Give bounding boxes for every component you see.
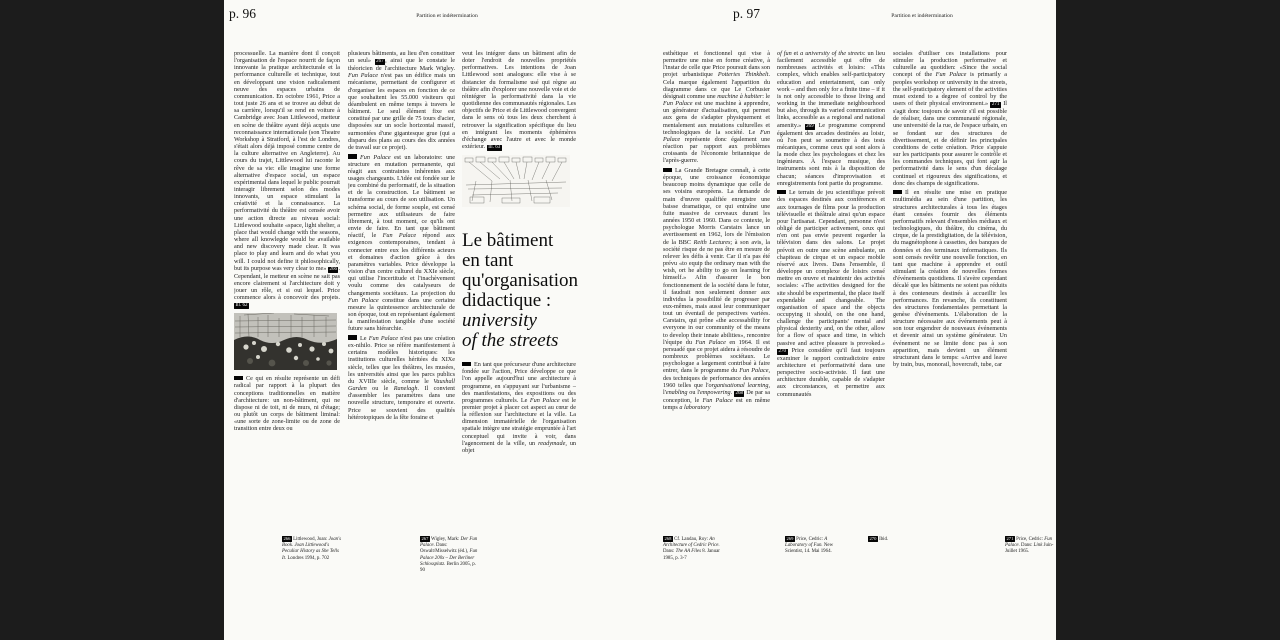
- ref-marker: 270: [778, 348, 786, 354]
- running-title-left: Partition et indétermination: [416, 13, 478, 19]
- chapter-heading-line: en tant: [462, 250, 514, 272]
- footnote-270: 270 Ibid.: [869, 536, 889, 542]
- ill-62-construction-photo: [234, 313, 337, 370]
- paragraph: La Grande Bretagne connaît, à cette époque, une croissance économique beaucoup moins dynamique que celle de ses voisins européens. La demande de main d'œuvre qualifiée enregistre une baisse dramatique, ce qui entraîne une fuite massive de cerveaux durant les années 1950 et 1960. Dans ce contexte, le psychologue Morris Carstairs lance un avertissement en 1962, lors de l'émission de la BBC Reith Lectures; à son avis, la société risque de ne pas être en mesure de relever les défis à venir. Car il n'a pas été prévu «to equip the ordinary man with the wish, ort he ability to go on learning for himself.» Afin d'assurer le bon fonctionnement de la société dans le futur, il faudrait non seulement donner aux individus la possibilité de progresser par eux-mêmes, mais aussi leur communiquer tout un éventail de perspectives variées. Carstairs, qui prône «the accessability for everyone in our community of the means to develop their innate abilities», rencontre l'équipe du Fun Palace en 1964. Il est persuadé que ce projet aidera à résoudre de nombreux problèmes sociétaux. Le psychologue a largement contribué à faire entrer, dans le programme du Fun Palace, des techniques de performance des années 1960 telles que l'organisational learning, l'enabling ou l'empowering. 268 De par sa conception, le Fun Palace est en même temps a laboratory: [663, 167, 770, 411]
- paragraph: Il en résulte une mise en pratique multimédia au sein d'une partition, les structures architecturales à tous les étages étant censées fournir des éléments performatifs relevant d'ensembles médiaux et technologiques, du théâtre, du cinéma, du cirque, de la prestidigitation, de la télévision, du magnétophone à cassettes, des banques de données et des terminaux informatiques. Ils sont censés revêtir une nouvelle fonction, en tant que machine à apprendre et outil stimulant la création de nouvelles formes d'événements quotidiens. Il s'avère cependant décalé que les bâtiments ne soient pas réduits à des conteneurs destinés à accueillir les performances. En revanche, ils constituent des structures fondamentales permettant la genèse d'événements. L'élaboration de la structure nécessaire aux événements peut à son tour engendrer de nouveaux événements et devenir ainsi un système générateur. Un événement ne se limite donc pas à son apparition, mais devient un élément structurant dans le temps: «Arrive and leave by train, bus, monorail, hovercraft, tube, car: [893, 189, 1007, 369]
- text-column-1: [663, 50, 770, 414]
- page-number-right: p. 97: [733, 6, 760, 21]
- paragraph: Le terrain de jeu scientifique prévoit des espaces destinés aux conférences et aux tournages de films pour la production télévisuelle et théâtrale ainsi qu'un espace pour l'artisanat. Cependant, personne n'est obligé de participer activement, ceux qui n'en ont pas envie peuvent regarder la télévision dans des salons. Le projet prévoit en outre une scène ambulante, un chapiteau de cirque et un espace mobile réservé aux livres. Dans l'ensemble, il développe un complexe de loisirs censé mettre en œuvre et maintenir des activités sociales: «The activities designed for the site should be experimental, the place itself expendable and changeable. The organisation of space and the objects occupying it should, on the one hand, challenge the participants' mental and physical dexterity and, on the other, allow for a flow of space and time, in which passive and active pleasure is provoked.» 270 Price considère qu'il faut toujours examiner le rapport contradictoire entre architecture et performativité dans une perspective socio-activiste. Il faut une architecture durable, capable de s'adapter aux circonstances, et permettre aux communautés: [777, 189, 885, 398]
- footnote-number: 266: [283, 536, 291, 541]
- footnote-number: 269: [786, 536, 794, 541]
- paragraph-mark: [663, 168, 672, 173]
- ref-marker: 268: [735, 390, 743, 396]
- chapter-heading-line: qu'organisation: [462, 270, 579, 292]
- ref-marker: 266: [329, 266, 337, 272]
- paragraph: Ce qui en résulte représente un défi radical par rapport à la plupart des conceptions traditionnelles en matière d'architecture: un non-bâtiment, qui ne dispose ni de toit, ni de murs, ni d'étage; ou plutôt un corps de bâtiment liminal: «une sorte de zone-limite ou de zone de transition entre deux ou: [234, 375, 340, 433]
- page-number-left: p. 96: [229, 6, 256, 21]
- ill-63-plan-diagram: [462, 155, 570, 207]
- running-title-right: Partition et indétermination: [891, 13, 953, 19]
- footnote-267: 267 Wigley, Mark: Der Fun Palace. Dans: Oswalt/Misselwitz (éd.), Fun Palace 200x – Der Berliner Schlossplatz. Berlin 2005, p. 90: [420, 536, 478, 574]
- chapter-heading-line: didactique :: [462, 290, 552, 312]
- footnote-266: 266 Littlewood, Joan: Joan's Book. Joan Littlewood's Peculiar History as She Tells It. Londres 1994, p. 702: [282, 536, 342, 561]
- paragraph: esthétique et fonctionnel qui vise à permettre une mise en forme créative, à l'instar de celle que Price poursuit dans son projet urbanistique Potteries Thinkbelt. Cela marque également l'apparition du diagramme dans ce que Le Corbusier désignait comme une machine à habiter: le Fun Palace est une machine à apprendre, un générateur d'actualisation, qui permet aux gens de s'adapter physiquement et mentalement aux mutations culturelles et technologiques de la société. Le Fun Palace représente donc également une réaction par rapport aux problèmes croissants de l'économie britannique de l'après-guerre.: [663, 50, 770, 165]
- ref-marker: Ill. 62: [235, 303, 248, 309]
- paragraph: En tant que précurseur d'une architecture fondée sur l'action, Price développe ce que l'on appelle aujourd'hui une architecture à programme, en s'appuyant sur l'urbanisme – des manifestations, des expositions ou des programmes culturels. Le Fun Palace est le premier projet à placer cet aspect au cœur de la réflexion sur l'architecture et la ville. La dimension immatérielle de l'organisation spatiale intègre une stratégie empruntée à l'art conceptuel qui invite à voir, dans l'agencement de la ville, un readymade, un objet: [462, 361, 577, 454]
- page-96: [224, 0, 640, 640]
- footnote-268: 268 Cf. Landau, Roy: An Architecture of Cedric Price. Dans: The AA Files 8. Januar 1985, p. 3-7: [663, 536, 720, 561]
- ref-marker: Ill. 63: [488, 145, 501, 151]
- footnote-number: 271: [1006, 536, 1014, 541]
- paragraph: sociales d'utiliser ces installations pour stimuler la production performative et culturelle au quotidien: «Since the social concept of the Fun Palace is primarily a peoples workshop or university in the streets, the self-praticipatory element of the activities must extend to a degree of control by the users of their physical environment.» 271 Il s'agit donc toujours de savoir s'il est possible de réaliser, dans une communauté régionale, une université de la rue, de l'espace urbain, en se fondant sur des structures de divertissement, et de définir les principales conditions de cette création. Price s'appuie sur les participants pour assurer le contrôle et les commandes techniques, qui font agir la performativité dans le sens d'un décalage continuel et rigoureux des significations, et donc des champs de significations.: [893, 50, 1007, 187]
- paragraph: processuelle. La manière dont il conçoit l'organisation de l'espace nourrit de façon innovante la pratique architecturale et la performance culturelle et technique, tout en développant une vision radicalement neuve des espaces urbains de communication. En octobre 1961, Price a tout juste 26 ans et se trouve au début de sa carrière, lorsqu'il se rend en voiture à Cambridge avec Joan Littlewood, metteur en scène de théâtre ayant déjà acquis une reconnaissance internationale (son Theatre Workshop à Stratford, à l'est de Londres, s'était alors déjà imposé comme centre de la culture alternative en Angleterre). Au cours du trajet, Littlewood lui raconte le rêve de sa vie: elle imagine une forme alternative d'espace social, un espace expérimental dans lequel le public pourrait interagir librement selon des modes innovants, un espace stimulant la créativité et la connaissance. La performativité du théâtre est censée avoir une action directe au niveau social: Littlewood souhaite «space, light shelter, a place that would change with the seasons, where all knowlegde would be available and new discovery made clear. It was place to play and learn and do what you will. I could not define it philosophically, but its purpose was very clear to me» 266 . Cependant, le metteur en scène ne sait pas encore clairement si l'architecture doit y jouer un rôle, et si oui lequel. Price commence alors à concevoir des projets. Ill. 62: [234, 50, 340, 309]
- chapter-heading-line: Le bâtiment: [462, 230, 554, 252]
- footnote-number: 270: [869, 536, 877, 541]
- footnote-269: 269 Price, Cedric: A Laboratory of Fun. New Scientist, 14. Mai 1964.: [785, 536, 834, 555]
- footnote-number: 268: [664, 536, 672, 541]
- paragraph-mark: [348, 154, 357, 159]
- ref-marker: 269: [806, 123, 814, 129]
- text-column-3: [462, 50, 622, 457]
- footnote-number: 267: [421, 536, 429, 541]
- paragraph: Fun Palace est un laboratoire: une structure en mutation permanente, qui réagit aux contraintes inhérentes aux usages changeants. L'idée est fondée sur le jeu combiné du performatif, de la situation et de la construction. Le bâtiment se transforme au cours de son utilisation. Un schéma social, de forme souple, est censé permettre aux utilisateurs de faire librement, à tout moment, ce qu'ils ont envie de faire. En tant que bâtiment réactif, le Fun Palace répond aux exigences contemporaines, tendant à connecter entre eux les différents acteurs et domaines d'action grâce à des paramètres variables. Price développe la vision d'un centre culturel du XXIe siècle, qui utilise l'incertitude et l'inachèvement voulu comme des catalyseurs de changements sociétaux. La projection du Fun Palace constitue dans une certaine mesure la quintessence architecturale de son époque, tout en représentant également la manifestation tangible d'une société future sans hiérarchie.: [348, 153, 455, 333]
- ref-marker: 267: [376, 59, 384, 65]
- ref-marker: 271: [991, 102, 1000, 108]
- paragraph-mark: [348, 335, 357, 340]
- chapter-heading-line: of the streets: [462, 330, 559, 352]
- chapter-heading: [462, 231, 622, 351]
- text-column-2: [348, 50, 455, 423]
- footnote-271: 271 Price, Cedric: Fun Palace. Dans: Link Juin-Juillet 1965.: [1005, 536, 1054, 555]
- paragraph: Le Fun Palace n'est pas une création ex-nihilo. Price se réfère manifestement à certains modèles historiques: les institutions culturelles héritées du XIXe siècle, telles que les théâtres, les musées, les universités ainsi que les parcs publics du XVIIIe siècle, comme le Vauxhall Garden ou le Ranelagh. Il convient d'assembler les paramètres dans une nouvelle structure, temporaire et ouverte. Price se souvient des qualités hétérotopiques de la fête foraine et: [348, 334, 455, 421]
- paragraph-mark: [462, 362, 471, 367]
- paragraph-mark: [234, 376, 243, 381]
- text-column-2: [777, 50, 885, 400]
- paragraph: plusieurs bâtiments, au lieu d'en constituer un seul» 267 , ainsi que le constate le théoricien de l'architecture Mark Wigley. Fun Palace n'est pas un édifice mais un mécanisme, permettant de configurer et d'organiser les espaces en fonction de ce que souhaitent les 55.000 visiteurs qui déambulent en même temps à travers le bâtiment. Le seul élément fixe est constitué par une grille de 75 tours d'acier, disposées sur un socle horizontal massif, surmontées d'une gigantesque grue (qui a disparu des plans au cours des dix années de travail sur ce projet).: [348, 50, 455, 151]
- paragraph: veut les intégrer dans un bâtiment afin de doter l'endroit de nouvelles propriétés performatives. Les intentions de Joan Littlewood sont analogues: elle vise à se distancier du formalisme usé qui règne au théâtre afin d'explorer une nouvelle voie et de réintégrer la performativité dans la vie quotidienne des communautés régionales. Les objectifs de Price et de Littlewood convergent dans le sens où tous les deux cherchent à retrouver la signification spécifique du lieu en intégrant les moments éphémères d'échange avec l'autre et avec le monde extérieur. Ill. 63: [462, 50, 576, 151]
- paragraph-mark: [777, 190, 786, 195]
- text-column-1: [234, 50, 340, 435]
- text-column-3: [893, 50, 1007, 371]
- page-97: [640, 0, 1056, 640]
- paragraph-mark: [893, 190, 902, 195]
- chapter-heading-line: university: [462, 310, 537, 332]
- paragraph: of fun et a university of the streets: un lieu facilement accessible qui offre de nombreuses activités et loisirs: «This complex, which enables self-participatory education and entertainment, can only work – and then only for a finite time – if it is not only accessible to those living and working in the immediate neighbourhood but also, through its varied communication links, accessible as a regional and national amenity.» 269 Le programme comprend également des arcades destinées au loisir, où l'on peut se soumettre à des tests mécaniques, comme ceux qui sont alors à la mode chez les psychologues et chez les ingénieurs. À l'espace musique, des instruments sont mis à la disposition de chacun; séances d'improvisation et enregistrements font partie du programme.: [777, 50, 885, 187]
